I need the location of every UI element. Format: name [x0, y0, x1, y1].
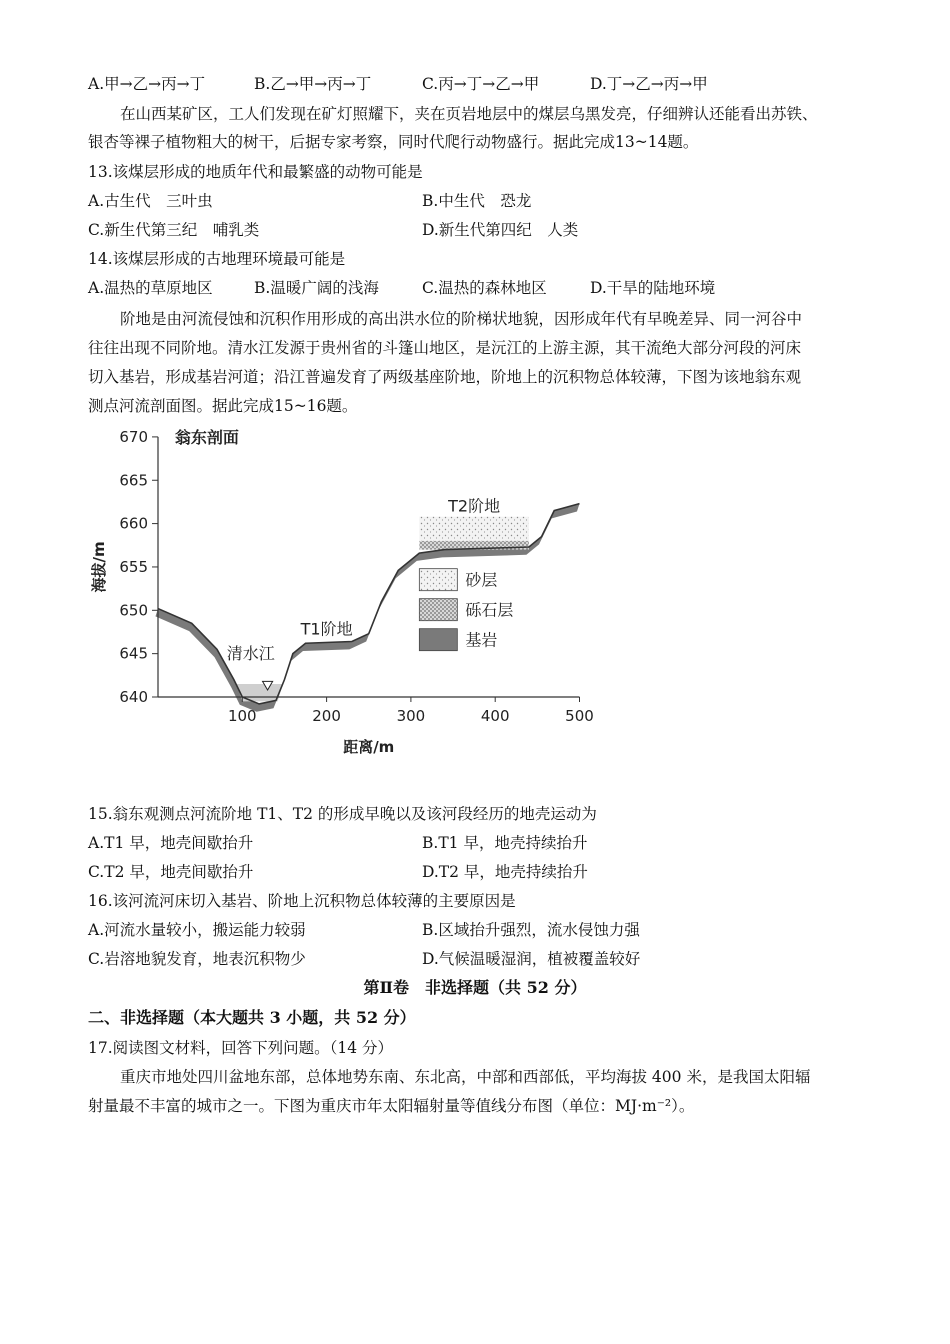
- q15-option-a: A.T1 早，地壳间歇抬升: [88, 834, 254, 852]
- q16-stem: 16.该河流河床切入基岩、阶地上沉积物总体较薄的主要原因是: [88, 892, 516, 910]
- passage-15-16-line2: 往往出现不同阶地。清水江发源于贵州省的斗篷山地区，是沅江的上游主源，其干流绝大部分河段的河床: [88, 339, 802, 357]
- y-tick-label: 645: [119, 644, 148, 663]
- q13-option-b: B.中生代 恐龙: [422, 192, 532, 210]
- y-tick-label: 650: [119, 601, 148, 620]
- q14-option-d: D.干旱的陆地环境: [590, 279, 716, 297]
- q17-stem: 17.阅读图文材料，回答下列问题。（14 分）: [88, 1039, 394, 1057]
- q13-option-d: D.新生代第四纪 人类: [422, 221, 579, 239]
- x-tick-label: 500: [565, 707, 594, 725]
- q15-option-d: D.T2 早，地壳持续抬升: [422, 863, 588, 881]
- q15-option-b: B.T1 早，地壳持续抬升: [422, 834, 588, 852]
- q13-stem: 13.该煤层形成的地质年代和最繁盛的动物可能是: [88, 163, 423, 181]
- passage-13-14-line1: 在山西某矿区，工人们发现在矿灯照耀下，夹在页岩地层中的煤层乌黑发亮，仔细辨认还能看出苏铁、: [120, 105, 818, 123]
- q16-option-c: C.岩溶地貌发育，地表沉积物少: [88, 950, 306, 968]
- river-water: [236, 684, 282, 701]
- passage-15-16-line1: 阶地是由河流侵蚀和沉积作用形成的高出洪水位的阶梯状地貌，因形成年代有早晚差异、同一河谷中: [120, 310, 803, 328]
- part-2-heading: 二、非选择题（本大题共 3 小题，共 52 分）: [88, 1008, 416, 1027]
- y-tick-label: 670: [119, 427, 148, 446]
- passage-15-16-line4: 测点河流剖面图。据此完成15~16题。: [88, 397, 358, 415]
- q16-option-d: D.气候温暖湿润，植被覆盖较好: [422, 950, 641, 968]
- x-axis-label: 距离/m: [343, 738, 395, 756]
- y-tick-label: 655: [119, 557, 148, 576]
- q12-option-b: B.乙→甲→丙→丁: [254, 75, 372, 93]
- legend-swatch: [419, 569, 457, 591]
- legend-label: 砂层: [465, 570, 498, 590]
- legend-swatch: [419, 599, 457, 621]
- q17-passage-line2: 射量最不丰富的城市之一。下图为重庆市年太阳辐射量等值线分布图（单位：MJ·m⁻²）。: [88, 1097, 695, 1115]
- y-tick-label: 665: [119, 471, 148, 490]
- legend-swatch: [419, 629, 457, 651]
- q16-option-a: A.河流水量较小，搬运能力较弱: [88, 921, 306, 939]
- section-2-title: 第Ⅱ卷 非选择题（共 52 分）: [363, 978, 587, 997]
- q14-stem: 14.该煤层形成的古地理环境最可能是: [88, 250, 346, 268]
- q17-passage-line1: 重庆市地处四川盆地东部，总体地势东南、东北高，中部和西部低，平均海拔 400 米，是我国太阳辐: [120, 1068, 811, 1086]
- q14-option-b: B.温暖广阔的浅海: [254, 279, 379, 297]
- passage-13-14-line2: 银杏等裸子植物粗大的树干，后据专家考察，同时代爬行动物盛行。据此完成13~14题。: [88, 133, 699, 151]
- q12-option-d: D.丁→乙→丙→甲: [590, 75, 708, 93]
- terrace2-label: T2阶地: [448, 496, 501, 516]
- q14-option-a: A.温热的草原地区: [88, 279, 213, 297]
- x-tick-label: 300: [396, 707, 426, 725]
- q12-option-a: A.甲→乙→丙→丁: [88, 75, 206, 93]
- q15-option-c: C.T2 早，地壳间歇抬升: [88, 863, 254, 881]
- q13-option-c: C.新生代第三纪 哺乳类: [88, 221, 260, 239]
- legend-label: 砾石层: [465, 600, 514, 620]
- legend-label: 基岩: [465, 630, 498, 650]
- x-tick-label: 100: [227, 707, 257, 725]
- river-profile-chart: [90, 420, 610, 780]
- terrace1-label: T1阶地: [300, 619, 353, 639]
- y-tick-label: 640: [119, 688, 148, 706]
- q16-option-b: B.区域抬升强烈，流水侵蚀力强: [422, 921, 640, 939]
- y-tick-label: 660: [119, 514, 148, 533]
- q12-option-c: C.丙→丁→乙→甲: [422, 75, 540, 93]
- passage-15-16-line3: 切入基岩，形成基岩河道；沿江普遍发育了两级基座阶地，阶地上的沉积物总体较薄，下图为该地翁东观: [88, 368, 802, 386]
- q14-option-c: C.温热的森林地区: [422, 279, 547, 297]
- x-tick-label: 400: [480, 707, 510, 725]
- y-axis-label: 海拔/m: [90, 541, 108, 593]
- river-label: 清水江: [226, 643, 275, 663]
- terrace2-sand-layer: [419, 517, 529, 541]
- q15-stem: 15.翁东观测点河流阶地 T1、T2 的形成早晚以及该河段经历的地壳运动为: [88, 805, 597, 823]
- x-tick-label: 200: [312, 707, 341, 725]
- q13-option-a: A.古生代 三叶虫: [88, 192, 213, 210]
- chart-title: 翁东剖面: [174, 427, 239, 447]
